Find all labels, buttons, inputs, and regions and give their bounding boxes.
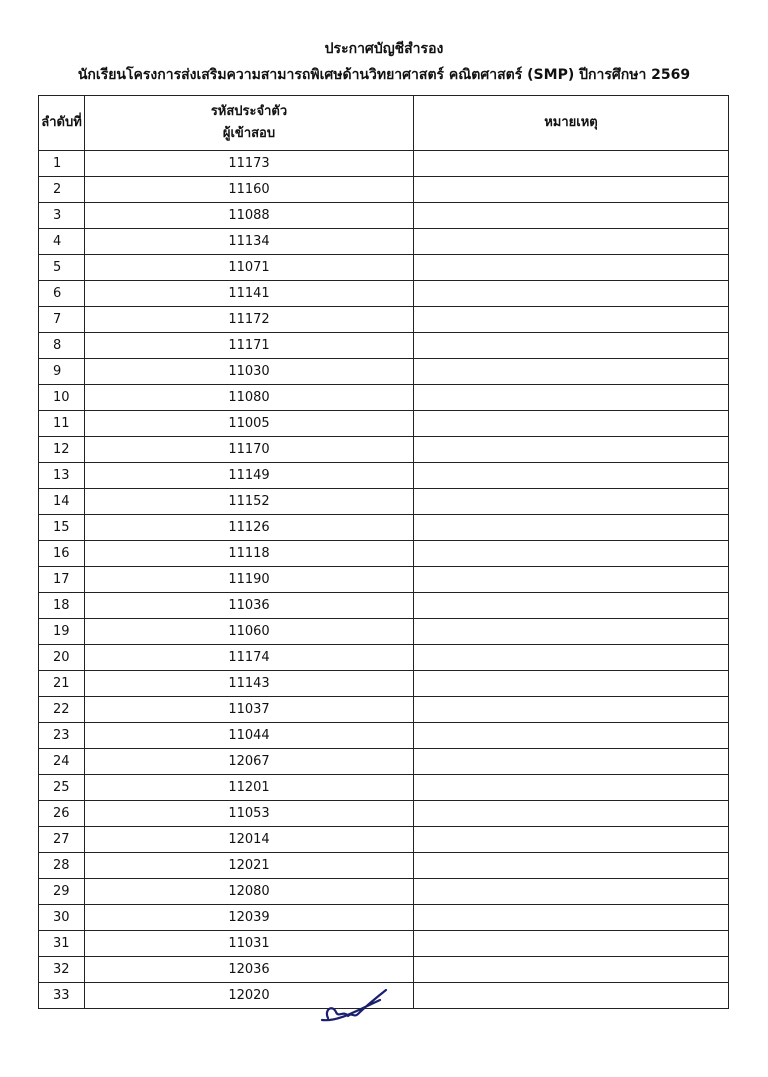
table-row xyxy=(39,411,729,437)
page-subtitle: นักเรียนโครงการส่งเสริมความสามารถพิเศษด้านวิทยาศาสตร์ คณิตศาสตร์ (SMP) ปีการศึกษา 2569 xyxy=(77,67,691,83)
row-remark-cell xyxy=(414,463,729,489)
row-remark-cell xyxy=(414,359,729,385)
row-order-cell: 14 xyxy=(39,489,85,515)
row-order-cell: 25 xyxy=(39,775,85,801)
table-row xyxy=(39,333,729,359)
row-remark-cell xyxy=(414,983,729,1009)
row-candidate-id-cell: 12036 xyxy=(85,957,414,983)
row-candidate-id-cell: 11141 xyxy=(85,281,414,307)
row-remark-cell xyxy=(414,437,729,463)
row-remark-cell xyxy=(414,853,729,879)
row-candidate-id-cell: 12014 xyxy=(85,827,414,853)
row-remark-cell xyxy=(414,619,729,645)
row-remark-cell xyxy=(414,151,729,177)
row-remark-cell xyxy=(414,905,729,931)
table-row xyxy=(39,723,729,749)
row-candidate-id-cell: 11152 xyxy=(85,489,414,515)
table-row xyxy=(39,281,729,307)
table-row xyxy=(39,749,729,775)
table-row xyxy=(39,437,729,463)
row-order-cell: 2 xyxy=(39,177,85,203)
row-candidate-id-cell: 11053 xyxy=(85,801,414,827)
table-row xyxy=(39,515,729,541)
row-candidate-id-cell: 11036 xyxy=(85,593,414,619)
row-remark-cell xyxy=(414,515,729,541)
row-candidate-id-cell: 11170 xyxy=(85,437,414,463)
table-row xyxy=(39,879,729,905)
row-candidate-id-cell: 12021 xyxy=(85,853,414,879)
row-candidate-id-cell: 11037 xyxy=(85,697,414,723)
row-remark-cell xyxy=(414,671,729,697)
row-remark-cell xyxy=(414,723,729,749)
row-candidate-id-cell: 11080 xyxy=(85,385,414,411)
row-order-cell: 19 xyxy=(39,619,85,645)
row-order-cell: 11 xyxy=(39,411,85,437)
reserve-list-table xyxy=(38,95,729,1009)
row-order-cell: 24 xyxy=(39,749,85,775)
row-order-cell: 26 xyxy=(39,801,85,827)
row-candidate-id-cell: 11174 xyxy=(85,645,414,671)
table-row xyxy=(39,619,729,645)
header-remark: หมายเหตุ xyxy=(414,96,729,151)
row-order-cell: 33 xyxy=(39,983,85,1009)
row-order-cell: 1 xyxy=(39,151,85,177)
table-row xyxy=(39,697,729,723)
table-row xyxy=(39,593,729,619)
row-order-cell: 10 xyxy=(39,385,85,411)
row-order-cell: 20 xyxy=(39,645,85,671)
row-remark-cell xyxy=(414,827,729,853)
row-candidate-id-cell: 12020 xyxy=(85,983,414,1009)
row-order-cell: 5 xyxy=(39,255,85,281)
table-row xyxy=(39,853,729,879)
row-candidate-id-cell: 11134 xyxy=(85,229,414,255)
row-candidate-id-cell: 12039 xyxy=(85,905,414,931)
row-remark-cell xyxy=(414,567,729,593)
row-order-cell: 4 xyxy=(39,229,85,255)
table-row xyxy=(39,203,729,229)
row-order-cell: 12 xyxy=(39,437,85,463)
row-candidate-id-cell: 11088 xyxy=(85,203,414,229)
row-order-cell: 27 xyxy=(39,827,85,853)
row-order-cell: 23 xyxy=(39,723,85,749)
row-remark-cell xyxy=(414,801,729,827)
row-order-cell: 31 xyxy=(39,931,85,957)
row-candidate-id-cell: 11126 xyxy=(85,515,414,541)
row-candidate-id-cell: 11030 xyxy=(85,359,414,385)
row-candidate-id-cell: 11190 xyxy=(85,567,414,593)
table-row xyxy=(39,489,729,515)
table-row xyxy=(39,905,729,931)
row-order-cell: 7 xyxy=(39,307,85,333)
table-row xyxy=(39,463,729,489)
header-id-line1: รหัสประจำตัว xyxy=(210,104,288,119)
row-remark-cell xyxy=(414,411,729,437)
table-row xyxy=(39,931,729,957)
row-candidate-id-cell: 11143 xyxy=(85,671,414,697)
row-order-cell: 8 xyxy=(39,333,85,359)
row-order-cell: 28 xyxy=(39,853,85,879)
signature-icon xyxy=(318,980,390,1032)
table-row xyxy=(39,775,729,801)
row-candidate-id-cell: 11118 xyxy=(85,541,414,567)
row-remark-cell xyxy=(414,931,729,957)
table-row xyxy=(39,151,729,177)
row-order-cell: 17 xyxy=(39,567,85,593)
table-row xyxy=(39,645,729,671)
row-order-cell: 29 xyxy=(39,879,85,905)
row-order-cell: 32 xyxy=(39,957,85,983)
header-id-line2: ผู้เข้าสอบ xyxy=(222,126,276,141)
table-row xyxy=(39,359,729,385)
row-order-cell: 30 xyxy=(39,905,85,931)
row-remark-cell xyxy=(414,775,729,801)
row-candidate-id-cell: 11201 xyxy=(85,775,414,801)
table-row xyxy=(39,255,729,281)
row-remark-cell xyxy=(414,879,729,905)
row-remark-cell xyxy=(414,307,729,333)
table-row xyxy=(39,385,729,411)
table-row xyxy=(39,957,729,983)
table-row xyxy=(39,541,729,567)
row-remark-cell xyxy=(414,541,729,567)
table-body xyxy=(39,151,729,1009)
table-row xyxy=(39,671,729,697)
row-order-cell: 9 xyxy=(39,359,85,385)
row-order-cell: 18 xyxy=(39,593,85,619)
row-order-cell: 15 xyxy=(39,515,85,541)
row-remark-cell xyxy=(414,957,729,983)
table-row xyxy=(39,307,729,333)
table-header-row xyxy=(39,96,729,151)
row-remark-cell xyxy=(414,177,729,203)
row-candidate-id-cell: 12067 xyxy=(85,749,414,775)
row-candidate-id-cell: 11171 xyxy=(85,333,414,359)
row-remark-cell xyxy=(414,203,729,229)
row-candidate-id-cell: 11149 xyxy=(85,463,414,489)
row-order-cell: 16 xyxy=(39,541,85,567)
row-remark-cell xyxy=(414,229,729,255)
row-order-cell: 22 xyxy=(39,697,85,723)
row-candidate-id-cell: 11071 xyxy=(85,255,414,281)
row-candidate-id-cell: 11044 xyxy=(85,723,414,749)
row-candidate-id-cell: 11005 xyxy=(85,411,414,437)
row-candidate-id-cell: 11160 xyxy=(85,177,414,203)
row-order-cell: 13 xyxy=(39,463,85,489)
row-order-cell: 6 xyxy=(39,281,85,307)
row-remark-cell xyxy=(414,645,729,671)
table-row xyxy=(39,801,729,827)
row-candidate-id-cell: 12080 xyxy=(85,879,414,905)
row-remark-cell xyxy=(414,489,729,515)
table-row xyxy=(39,229,729,255)
row-remark-cell xyxy=(414,697,729,723)
row-candidate-id-cell: 11031 xyxy=(85,931,414,957)
row-candidate-id-cell: 11173 xyxy=(85,151,414,177)
table-row xyxy=(39,827,729,853)
row-order-cell: 21 xyxy=(39,671,85,697)
table-row xyxy=(39,177,729,203)
row-candidate-id-cell: 11060 xyxy=(85,619,414,645)
row-candidate-id-cell: 11172 xyxy=(85,307,414,333)
row-remark-cell xyxy=(414,749,729,775)
row-remark-cell xyxy=(414,385,729,411)
row-remark-cell xyxy=(414,281,729,307)
row-remark-cell xyxy=(414,333,729,359)
header-order: ลำดับที่ xyxy=(39,96,85,151)
row-remark-cell xyxy=(414,593,729,619)
header-candidate-id xyxy=(85,96,414,151)
row-remark-cell xyxy=(414,255,729,281)
page-title: ประกาศบัญชีสำรอง xyxy=(324,41,444,57)
row-order-cell: 3 xyxy=(39,203,85,229)
table-row xyxy=(39,567,729,593)
